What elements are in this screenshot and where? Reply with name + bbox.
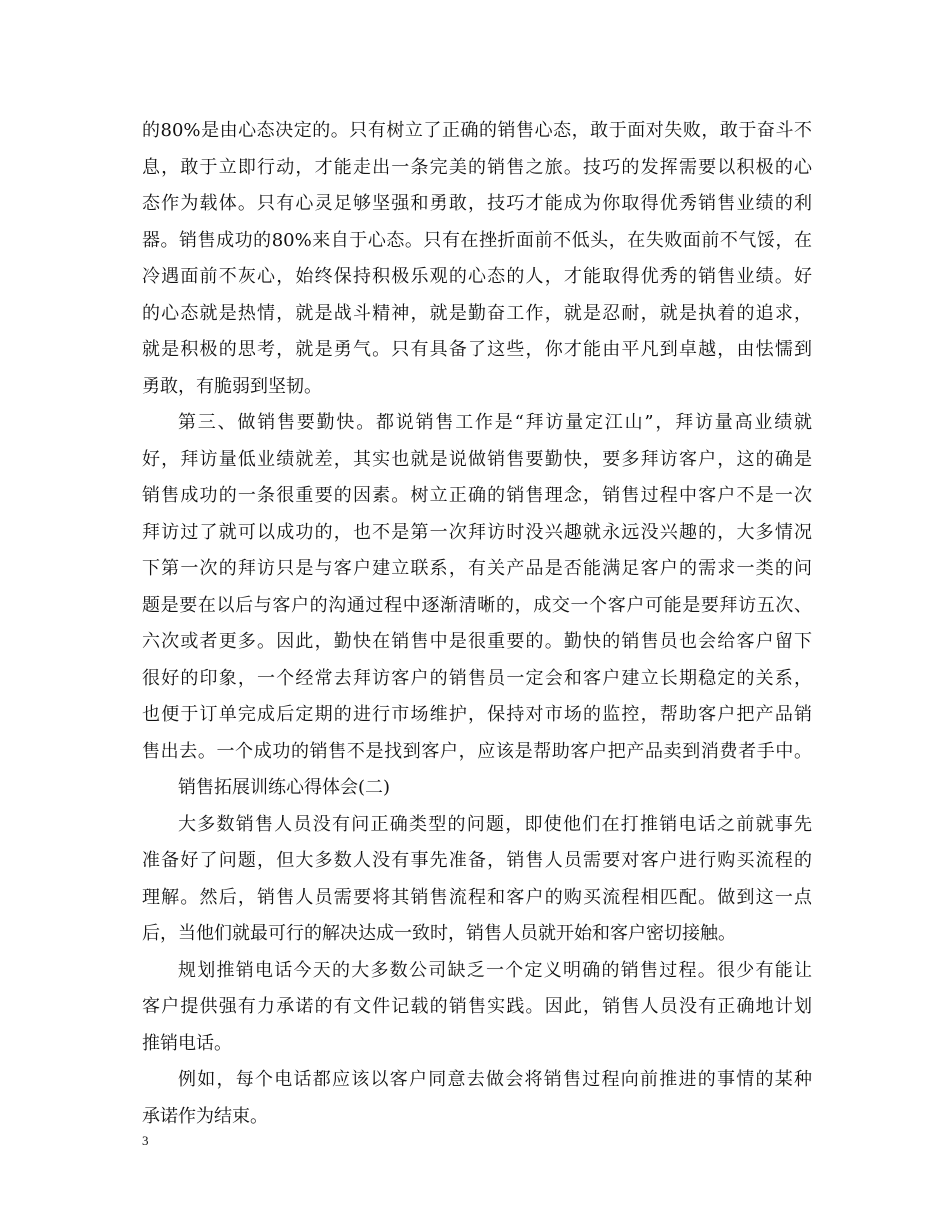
- text-line: 题是要在以后与客户的沟通过程中逐渐清晰的，成交一个客户可能是要拜访五次、: [142, 594, 812, 616]
- text-line: 拜访过了就可以成功的，也不是第一次拜访时没兴趣就永远没兴趣的，大多情况: [142, 521, 812, 543]
- text-line: 好，拜访量低业绩就差，其实也就是说做销售要勤快，要多拜访客户，这的确是: [142, 448, 812, 470]
- text-line: 理解。然后，销售人员需要将其销售流程和客户的购买流程相匹配。做到这一点: [142, 886, 812, 908]
- text-line: 承诺作为结束。: [142, 1105, 268, 1127]
- text-line: 的80%是由心态决定的。只有树立了正确的销售心态，敢于面对失败，敢于奋斗不: [142, 120, 812, 141]
- text-line: 客户提供强有力承诺的有文件记载的销售实践。因此，销售人员没有正确地计划: [142, 996, 812, 1017]
- text-line: 六次或者更多。因此，勤快在销售中是很重要的。勤快的销售员也会给客户留下: [142, 631, 812, 652]
- text-line: 勇敢，有脆弱到坚韧。: [142, 375, 322, 397]
- text-line: 也便于订单完成后定期的进行市场维护，保持对市场的监控，帮助客户把产品销: [142, 704, 812, 725]
- text-line: 销售成功的一条很重要的因素。树立正确的销售理念，销售过程中客户不是一次: [142, 485, 812, 506]
- text-line: 准备好了问题，但大多数人没有事先准备，销售人员需要对客户进行购买流程的: [142, 850, 812, 871]
- text-line: 器。销售成功的80%来自于心态。只有在挫折面前不低头，在失败面前不气馁，在: [142, 229, 812, 251]
- page-number: 3: [142, 1133, 149, 1148]
- section-heading: 销售拓展训练心得体会(二): [178, 777, 391, 798]
- text-line: 态作为载体。只有心灵足够坚强和勇敢，技巧才能成为你取得优秀销售业绩的利: [142, 193, 812, 214]
- text-line: 推销电话。: [142, 1032, 232, 1054]
- text-line: 后，当他们就最可行的解决达成一致时，销售人员就开始和客户密切接触。: [142, 923, 736, 944]
- text-line: 大多数销售人员没有问正确类型的问题，即使他们在打推销电话之前就事先: [178, 813, 812, 835]
- text-line: 很好的印象，一个经常去拜访客户的销售员一定会和客户建立长期稳定的关系，: [142, 667, 812, 689]
- text-line: 息，敢于立即行动，才能走出一条完美的销售之旅。技巧的发挥需要以积极的心: [142, 156, 812, 178]
- text-line: 就是积极的思考，就是勇气。只有具备了这些，你才能由平凡到卓越，由怯懦到: [142, 339, 812, 360]
- text-line: 例如，每个电话都应该以客户同意去做会将销售过程向前推进的事情的某种: [178, 1069, 812, 1090]
- text-line: 的心态就是热情，就是战斗精神，就是勤奋工作，就是忍耐，就是执着的追求，: [142, 302, 812, 324]
- document-body: [142, 113, 812, 1135]
- text-line: 冷遇面前不灰心，始终保持积极乐观的心态的人，才能取得优秀的销售业绩。好: [142, 266, 812, 287]
- text-line: 规划推销电话今天的大多数公司缺乏一个定义明确的销售过程。很少有能让: [178, 959, 812, 981]
- text-line: 第三、做销售要勤快。都说销售工作是“拜访量定江山”，拜访量高业绩就: [178, 412, 812, 433]
- text-line: 下第一次的拜访只是与客户建立联系，有关产品是否能满足客户的需求一类的问: [142, 558, 812, 579]
- text-line: 售出去。一个成功的销售不是找到客户，应该是帮助客户把产品卖到消费者手中。: [142, 740, 812, 762]
